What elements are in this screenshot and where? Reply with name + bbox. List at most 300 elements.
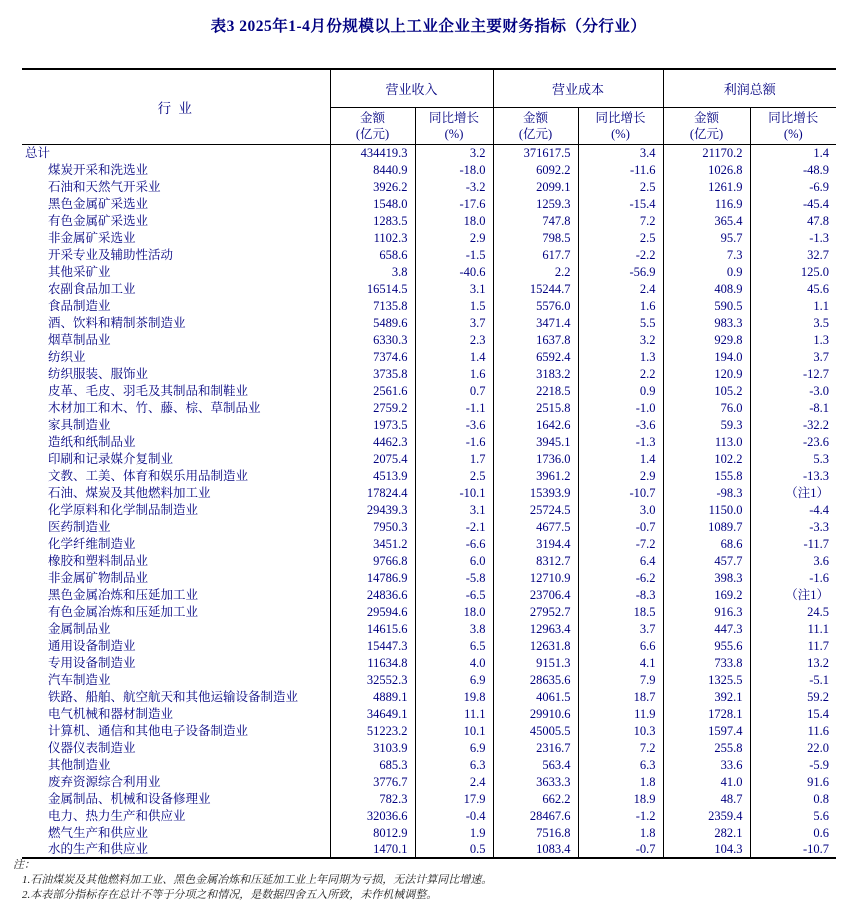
value-cell: 7.3 (663, 246, 750, 263)
table-row (22, 246, 836, 263)
value-cell: 7374.6 (330, 348, 415, 365)
value-cell: 1597.4 (663, 722, 750, 739)
table-row (22, 739, 836, 756)
value-cell: 3.7 (578, 620, 663, 637)
value-cell: 662.2 (493, 790, 578, 807)
table-row (22, 569, 836, 586)
industry-name: 汽车制造业 (48, 672, 111, 687)
table-row (22, 433, 836, 450)
value-cell: 23706.4 (493, 586, 578, 603)
value-cell: 113.0 (663, 433, 750, 450)
value-cell: 18.0 (415, 603, 493, 620)
industry-name: 铁路、船舶、航空航天和其他运输设备制造业 (48, 689, 299, 704)
table-row (22, 365, 836, 382)
table-row (22, 348, 836, 365)
value-cell: -13.3 (750, 467, 836, 484)
subheader-line2: (亿元) (518, 126, 553, 141)
value-cell: 12710.9 (493, 569, 578, 586)
value-cell: 27952.7 (493, 603, 578, 620)
value-cell: 1089.7 (663, 518, 750, 535)
value-cell: -3.3 (750, 518, 836, 535)
value-cell: 1.6 (415, 365, 493, 382)
value-cell: 0.9 (578, 382, 663, 399)
value-cell: 24836.6 (330, 586, 415, 603)
value-cell: 2.5 (578, 229, 663, 246)
value-cell: 658.6 (330, 246, 415, 263)
value-cell: 782.3 (330, 790, 415, 807)
value-cell: 255.8 (663, 739, 750, 756)
value-cell: -5.9 (750, 756, 836, 773)
value-cell: 955.6 (663, 637, 750, 654)
value-cell: 11.6 (750, 722, 836, 739)
value-cell: -6.2 (578, 569, 663, 586)
value-cell: 15447.3 (330, 637, 415, 654)
value-cell: 41.0 (663, 773, 750, 790)
industry-name: 有色金属矿采选业 (48, 213, 149, 228)
value-cell: 3776.7 (330, 773, 415, 790)
value-cell: 10.1 (415, 722, 493, 739)
table-row (22, 229, 836, 246)
value-cell: -15.4 (578, 195, 663, 212)
value-cell: -0.4 (415, 807, 493, 824)
industry-name: 电气机械和器材制造业 (48, 706, 174, 721)
value-cell: 3926.2 (330, 178, 415, 195)
value-cell: 9151.3 (493, 654, 578, 671)
value-cell: 3945.1 (493, 433, 578, 450)
value-cell: 14786.9 (330, 569, 415, 586)
value-cell: -1.1 (415, 399, 493, 416)
value-cell: 7135.8 (330, 297, 415, 314)
value-cell: 929.8 (663, 331, 750, 348)
subheader-cost-amount (493, 107, 578, 144)
value-cell: 1102.3 (330, 229, 415, 246)
value-cell: 2515.8 (493, 399, 578, 416)
table-row (22, 654, 836, 671)
industry-name: 烟草制品业 (48, 332, 111, 347)
column-header-industry: 行 业 (22, 69, 330, 144)
value-cell: 29594.6 (330, 603, 415, 620)
value-cell: 733.8 (663, 654, 750, 671)
table-row (22, 297, 836, 314)
value-cell: 3.6 (750, 552, 836, 569)
industry-name: 印刷和记录媒介复制业 (48, 451, 174, 466)
value-cell: -23.6 (750, 433, 836, 450)
value-cell: 1325.5 (663, 671, 750, 688)
table-row (22, 518, 836, 535)
subheader-line1: 同比增长 (768, 110, 819, 125)
value-cell: 2.2 (578, 365, 663, 382)
value-cell: 15.4 (750, 705, 836, 722)
table-row (22, 314, 836, 331)
value-cell: -98.3 (663, 484, 750, 501)
value-cell: 5489.6 (330, 314, 415, 331)
value-cell: 15244.7 (493, 280, 578, 297)
value-cell: 11.1 (750, 620, 836, 637)
value-cell: 25724.5 (493, 501, 578, 518)
value-cell: 1.4 (578, 450, 663, 467)
value-cell: 155.8 (663, 467, 750, 484)
industry-name: 其他制造业 (48, 757, 111, 772)
subheader-line1: 金额 (523, 110, 549, 125)
industry-name: 非金属矿采选业 (48, 230, 136, 245)
value-cell: 5.5 (578, 314, 663, 331)
value-cell: 32552.3 (330, 671, 415, 688)
value-cell: 2218.5 (493, 382, 578, 399)
industry-name: 电力、热力生产和供应业 (48, 808, 186, 823)
value-cell: 11.1 (415, 705, 493, 722)
value-cell: 1548.0 (330, 195, 415, 212)
table-row (22, 484, 836, 501)
industry-name: 通用设备制造业 (48, 638, 136, 653)
table-row (22, 144, 836, 161)
value-cell: -48.9 (750, 161, 836, 178)
industry-name: 木材加工和木、竹、藤、棕、草制品业 (48, 400, 261, 415)
value-cell: -4.4 (750, 501, 836, 518)
value-cell: -5.1 (750, 671, 836, 688)
table-header (22, 69, 836, 144)
value-cell: 6.9 (415, 671, 493, 688)
value-cell: 34649.1 (330, 705, 415, 722)
subheader-line1: 金额 (359, 110, 385, 125)
value-cell: 2075.4 (330, 450, 415, 467)
table-row (22, 552, 836, 569)
industry-name: 酒、饮料和精制茶制造业 (48, 315, 186, 330)
value-cell: 1973.5 (330, 416, 415, 433)
table-row (22, 535, 836, 552)
value-cell: 3.5 (750, 314, 836, 331)
value-cell: -3.6 (415, 416, 493, 433)
industry-name: 其他采矿业 (48, 264, 111, 279)
value-cell: 6.6 (578, 637, 663, 654)
value-cell: 19.8 (415, 688, 493, 705)
value-cell: 3961.2 (493, 467, 578, 484)
note-item-2: 2.本表部分指标存在总计不等于分项之和情况，是数据四舍五入所致，未作机械调整。 (22, 889, 438, 901)
value-cell: 6330.3 (330, 331, 415, 348)
value-cell: （注1） (750, 484, 836, 501)
value-cell: 2.9 (578, 467, 663, 484)
value-cell: 0.9 (663, 263, 750, 280)
value-cell: 6592.4 (493, 348, 578, 365)
subheader-revenue-growth (415, 107, 493, 144)
table-row (22, 178, 836, 195)
table-row (22, 331, 836, 348)
table-row (22, 416, 836, 433)
value-cell: 18.5 (578, 603, 663, 620)
value-cell: 2561.6 (330, 382, 415, 399)
value-cell: -10.7 (578, 484, 663, 501)
value-cell: 3471.4 (493, 314, 578, 331)
value-cell: 3.2 (578, 331, 663, 348)
table-row (22, 705, 836, 722)
value-cell: 434419.3 (330, 144, 415, 161)
value-cell: -32.2 (750, 416, 836, 433)
value-cell: 0.8 (750, 790, 836, 807)
value-cell: 24.5 (750, 603, 836, 620)
value-cell: -40.6 (415, 263, 493, 280)
value-cell: 617.7 (493, 246, 578, 263)
notes-label: 注： (13, 859, 35, 871)
value-cell: 365.4 (663, 212, 750, 229)
value-cell: -6.9 (750, 178, 836, 195)
value-cell: 2.4 (578, 280, 663, 297)
value-cell: 14615.6 (330, 620, 415, 637)
industry-name: 废弃资源综合利用业 (48, 774, 161, 789)
value-cell: 4.1 (578, 654, 663, 671)
note-item-1: 1.石油煤炭及其他燃料加工业、黑色金属冶炼和压延加工业上年同期为亏损，无法计算同比增速。 (22, 874, 493, 886)
value-cell: 29910.6 (493, 705, 578, 722)
industry-name: 石油和天然气开采业 (48, 179, 161, 194)
value-cell: 7.2 (578, 212, 663, 229)
industry-name: 家具制造业 (48, 417, 111, 432)
industry-name: 石油、煤炭及其他燃料加工业 (48, 485, 211, 500)
value-cell: 6.3 (415, 756, 493, 773)
value-cell: -5.8 (415, 569, 493, 586)
industry-name: 纺织业 (48, 349, 86, 364)
value-cell: -1.3 (750, 229, 836, 246)
value-cell: -10.7 (750, 841, 836, 858)
table-row (22, 161, 836, 178)
value-cell: 11.9 (578, 705, 663, 722)
value-cell: 2359.4 (663, 807, 750, 824)
table-row (22, 773, 836, 790)
subheader-line2: (亿元) (355, 126, 390, 141)
value-cell: -8.1 (750, 399, 836, 416)
value-cell: 983.3 (663, 314, 750, 331)
value-cell: 47.8 (750, 212, 836, 229)
value-cell: 4462.3 (330, 433, 415, 450)
value-cell: 6.9 (415, 739, 493, 756)
value-cell: -12.7 (750, 365, 836, 382)
industry-name: 黑色金属冶炼和压延加工业 (48, 587, 199, 602)
value-cell: -1.2 (578, 807, 663, 824)
industry-name: 皮革、毛皮、羽毛及其制品和制鞋业 (48, 383, 249, 398)
value-cell: -6.5 (415, 586, 493, 603)
table-row (22, 212, 836, 229)
table-row (22, 637, 836, 654)
value-cell: 1261.9 (663, 178, 750, 195)
value-cell: 32.7 (750, 246, 836, 263)
value-cell: 32036.6 (330, 807, 415, 824)
table-row (22, 824, 836, 841)
value-cell: 4513.9 (330, 467, 415, 484)
value-cell: 0.6 (750, 824, 836, 841)
value-cell: 29439.3 (330, 501, 415, 518)
value-cell: 2.9 (415, 229, 493, 246)
subheader-profit-growth (750, 107, 836, 144)
value-cell: 3194.4 (493, 535, 578, 552)
table-row (22, 263, 836, 280)
subheader-cost-growth (578, 107, 663, 144)
value-cell: 1.9 (415, 824, 493, 841)
table-row (22, 603, 836, 620)
value-cell: -3.0 (750, 382, 836, 399)
value-cell: 1736.0 (493, 450, 578, 467)
industry-name: 造纸和纸制品业 (48, 434, 136, 449)
industry-name: 非金属矿物制品业 (48, 570, 149, 585)
industry-name: 橡胶和塑料制品业 (48, 553, 149, 568)
table-row (22, 620, 836, 637)
table-row (22, 501, 836, 518)
industry-name: 化学原料和化学制品制造业 (48, 502, 199, 517)
header-group-row (22, 69, 836, 107)
industry-name: 黑色金属矿采选业 (48, 196, 149, 211)
value-cell: 2.5 (578, 178, 663, 195)
value-cell: 3183.2 (493, 365, 578, 382)
value-cell: 4.0 (415, 654, 493, 671)
value-cell: 447.3 (663, 620, 750, 637)
value-cell: -8.3 (578, 586, 663, 603)
value-cell: 13.2 (750, 654, 836, 671)
value-cell: 3.0 (578, 501, 663, 518)
value-cell: 5576.0 (493, 297, 578, 314)
value-cell: 0.5 (415, 841, 493, 858)
value-cell: 12631.8 (493, 637, 578, 654)
value-cell: 68.6 (663, 535, 750, 552)
value-cell: -17.6 (415, 195, 493, 212)
value-cell: 1.8 (578, 773, 663, 790)
value-cell: 0.7 (415, 382, 493, 399)
value-cell: 11634.8 (330, 654, 415, 671)
subheader-revenue-amount (330, 107, 415, 144)
value-cell: 17824.4 (330, 484, 415, 501)
industry-name: 开采专业及辅助性活动 (48, 247, 174, 262)
value-cell: 22.0 (750, 739, 836, 756)
value-cell: 563.4 (493, 756, 578, 773)
value-cell: 7516.8 (493, 824, 578, 841)
industry-name: 仪器仪表制造业 (48, 740, 136, 755)
table-row (22, 586, 836, 603)
value-cell: 747.8 (493, 212, 578, 229)
value-cell: 3.2 (415, 144, 493, 161)
value-cell: -1.6 (415, 433, 493, 450)
value-cell: 8440.9 (330, 161, 415, 178)
value-cell: 4889.1 (330, 688, 415, 705)
value-cell: 371617.5 (493, 144, 578, 161)
industry-name: 医药制造业 (48, 519, 111, 534)
table-row (22, 399, 836, 416)
value-cell: 3633.3 (493, 773, 578, 790)
value-cell: 12963.4 (493, 620, 578, 637)
industry-name: 专用设备制造业 (48, 655, 136, 670)
table-row (22, 807, 836, 824)
industry-name: 计算机、通信和其他电子设备制造业 (48, 723, 249, 738)
value-cell: -11.6 (578, 161, 663, 178)
value-cell: 916.3 (663, 603, 750, 620)
value-cell: 91.6 (750, 773, 836, 790)
value-cell: 3.8 (415, 620, 493, 637)
value-cell: 16514.5 (330, 280, 415, 297)
table-container (22, 68, 836, 859)
value-cell: 3103.9 (330, 739, 415, 756)
value-cell: 18.7 (578, 688, 663, 705)
subheader-line1: 同比增长 (429, 110, 480, 125)
value-cell: 125.0 (750, 263, 836, 280)
value-cell: 1259.3 (493, 195, 578, 212)
value-cell: 3.1 (415, 501, 493, 518)
value-cell: 45005.5 (493, 722, 578, 739)
financial-indicators-table (22, 68, 836, 859)
value-cell: 51223.2 (330, 722, 415, 739)
industry-name: 有色金属冶炼和压延加工业 (48, 604, 199, 619)
value-cell: 3.8 (330, 263, 415, 280)
value-cell: 1.3 (578, 348, 663, 365)
subheader-line1: 金额 (694, 110, 720, 125)
table-row (22, 280, 836, 297)
column-group-operating-revenue: 营业收入 (330, 69, 493, 107)
value-cell: 9766.8 (330, 552, 415, 569)
table-row (22, 467, 836, 484)
value-cell: 48.7 (663, 790, 750, 807)
industry-name: 总计 (25, 145, 51, 160)
column-group-total-profit: 利润总额 (663, 69, 836, 107)
value-cell: 1026.8 (663, 161, 750, 178)
value-cell: -3.6 (578, 416, 663, 433)
value-cell: 18.0 (415, 212, 493, 229)
industry-name: 水的生产和供应业 (22, 841, 330, 858)
value-cell: 1.4 (750, 144, 836, 161)
value-cell: 1.5 (415, 297, 493, 314)
value-cell: -6.6 (415, 535, 493, 552)
value-cell: -11.7 (750, 535, 836, 552)
table-row (22, 195, 836, 212)
industry-name: 文教、工美、体育和娱乐用品制造业 (48, 468, 249, 483)
table-row (22, 841, 836, 858)
value-cell: -45.4 (750, 195, 836, 212)
value-cell: 1.7 (415, 450, 493, 467)
value-cell: 8012.9 (330, 824, 415, 841)
value-cell: 6.4 (578, 552, 663, 569)
value-cell: 17.9 (415, 790, 493, 807)
industry-name: 农副食品加工业 (48, 281, 136, 296)
value-cell: -0.7 (578, 841, 663, 858)
value-cell: 120.9 (663, 365, 750, 382)
value-cell: 10.3 (578, 722, 663, 739)
industry-name: 化学纤维制造业 (48, 536, 136, 551)
value-cell: 2.3 (415, 331, 493, 348)
industry-name: 金属制品业 (48, 621, 111, 636)
value-cell: 76.0 (663, 399, 750, 416)
table-row (22, 450, 836, 467)
value-cell: 3451.2 (330, 535, 415, 552)
value-cell: 104.3 (663, 841, 750, 858)
value-cell: 590.5 (663, 297, 750, 314)
industry-name: 食品制造业 (48, 298, 111, 313)
value-cell: 1.6 (578, 297, 663, 314)
value-cell: 1083.4 (493, 841, 578, 858)
industry-name: 纺织服装、服饰业 (48, 366, 149, 381)
value-cell: 3.1 (415, 280, 493, 297)
industry-name: 煤炭开采和洗选业 (48, 162, 149, 177)
value-cell: -1.6 (750, 569, 836, 586)
value-cell: 1150.0 (663, 501, 750, 518)
value-cell: 4677.5 (493, 518, 578, 535)
table-row (22, 382, 836, 399)
table-row (22, 671, 836, 688)
value-cell: 3735.8 (330, 365, 415, 382)
value-cell: 2.5 (415, 467, 493, 484)
footnotes (13, 858, 843, 903)
value-cell: 1.8 (578, 824, 663, 841)
value-cell: 59.2 (750, 688, 836, 705)
industry-name: 燃气生产和供应业 (48, 825, 149, 840)
table-row (22, 722, 836, 739)
value-cell: 59.3 (663, 416, 750, 433)
column-group-operating-cost: 营业成本 (493, 69, 663, 107)
value-cell: 28635.6 (493, 671, 578, 688)
value-cell: 33.6 (663, 756, 750, 773)
value-cell: -1.0 (578, 399, 663, 416)
page-title: 表3 2025年1-4月份规模以上工业企业主要财务指标（分行业） (210, 18, 647, 35)
